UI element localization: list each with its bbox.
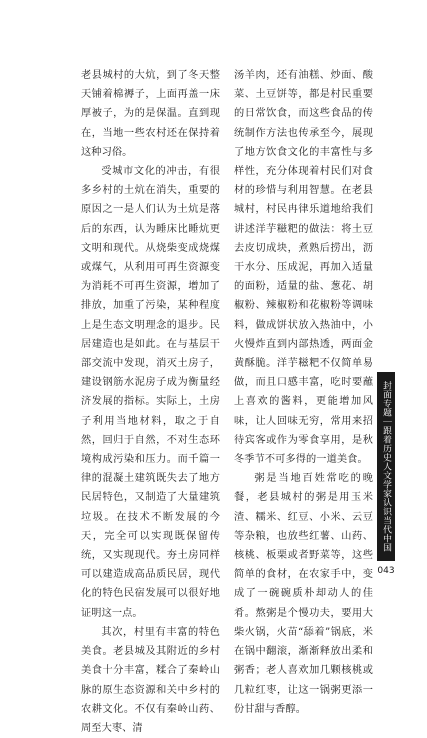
paragraph: 受城市文化的冲击，有很多乡村的土炕在消失，重要的原因之一是人们认为土炕是落后的东西，认为睡床比睡炕更文明和现代。从烧柴变成烧煤或煤气，从利用可再生资源变为消耗不可再生资源，增加了排放，加重了污染，某种程度上是生态文明理念的退步。民居建造也是如此。在与基层干部交流中发现，消灭土房子，建设钢筋水泥房子成为衡量经济发展的指标。实际上，土房子利用当地材料，取之于自然，回归于自然，不对生态环境构成污染和压力。而千篇一律的混凝土建筑既失去了地方民居特色，又制造了大量建筑垃圾。在技术不断发展的今天，完全可以实现既保留传统，又实现现代。夯土房同样可以建造成高品质民居，现代化的特色民宿发展可以很好地证明这一点。 — [81, 166, 220, 619]
page-number: 043 — [377, 566, 395, 576]
paragraph: 粥是当地百姓常吃的晚餐，老县城村的粥是用玉米渣、糯米、红豆、小米、云豆等杂粮，也放些红薯、山药、核桃、板栗或者野菜等，这些简单的食材，在农家手中，变成了一碗碗质朴却动人的佳肴。熬粥是个慢功夫，要用大柴火锅，火苗“舔着”锅底，米在锅中翻滚，渐渐释放出柔和粥香；老人喜欢加几颗核桃或几粒红枣，让这一锅粥更添一份甘甜与香醇。 — [234, 473, 373, 715]
section-sidebar-label: 封面专题｜跟着历史人文学家认识当代中国 — [381, 381, 391, 552]
article-left-column — [81, 66, 220, 738]
article-right-column — [234, 66, 373, 719]
section-sidebar-tab — [377, 372, 395, 561]
paragraph: 其次，村里有丰富的特色美食。老县城及其附近的乡村美食十分丰富，糅合了秦岭山脉的原生态资源和关中乡村的农耕文化。不仅有秦岭山药、周至大枣、清 — [81, 626, 220, 734]
paragraph: 老县城村的大炕，到了冬天整天铺着棉褥子，上面再盖一床厚被子，为的是保温。直到现在，当地一些农村还在保持着这种习俗。 — [81, 70, 220, 158]
paragraph: 汤羊肉，还有油糕、炒面、酸菜、土豆饼等，都是村民重要的日常饮食，而这些食品的传统制作方法也传承至今，展现了地方饮食文化的丰富性与多样性，充分体现着村民们对食材的珍惜与利用智慧。在老县城村，村民冉律乐道地给我们讲述洋芋糍粑的做法：将土豆去皮切成块，煮熟后捞出，沥干水分、压成泥，再加入适量的面粉，适量的盐、葱花、胡椒粉、辣椒粉和花椒粉等调味料，做成饼状放入热油中，小火慢炸直到内部热透，两面金黄酥脆。洋芋糍粑不仅简单易做，而且口感丰富，吃时要蘸上喜欢的酱料，更能增加风味，让人回味无穷，常用来招待宾客或作为零食享用，是秋冬季节不可多得的一道美食。 — [234, 70, 373, 466]
